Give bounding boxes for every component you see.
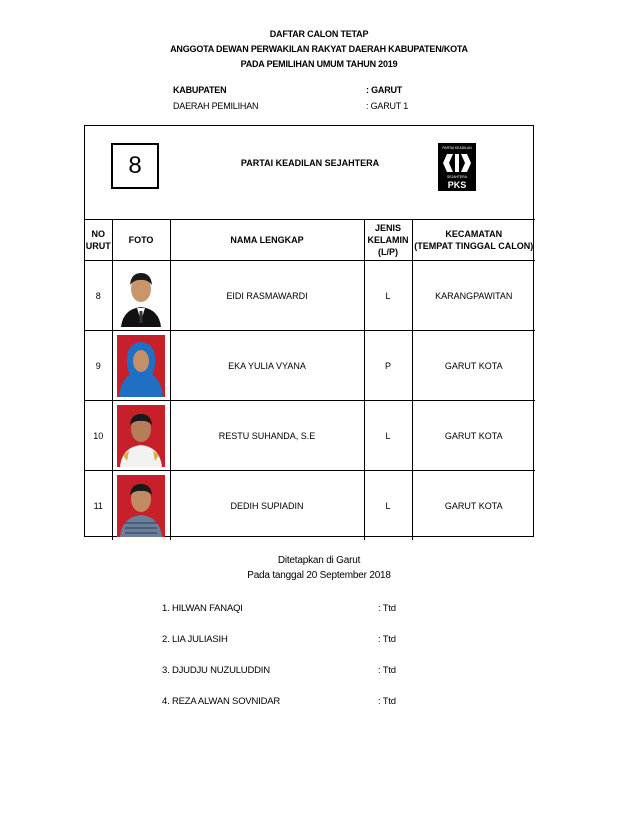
cell-photo xyxy=(112,471,170,541)
table-header-row xyxy=(85,220,535,261)
party-name: PARTAI KEADILAN SEJAHTERA xyxy=(240,158,380,168)
cell-photo xyxy=(112,401,170,471)
cell-no: 11 xyxy=(85,471,112,541)
cell-kecamatan: GARUT KOTA xyxy=(412,401,535,471)
candidate-list-box xyxy=(84,125,534,537)
signatory-name: 3. DJUDJU NUZULUDDIN xyxy=(162,665,270,676)
cell-gender: L xyxy=(364,471,412,541)
cell-no: 9 xyxy=(85,331,112,401)
kabupaten-label: KABUPATEN xyxy=(173,85,227,95)
dapil-label: DAERAH PEMILIHAN xyxy=(173,101,259,111)
candidate-photo xyxy=(117,405,165,467)
cell-name: EKA YULIA VYANA xyxy=(170,331,364,401)
cell-photo xyxy=(112,261,170,331)
header-kecamatan: KECAMATAN (TEMPAT TINGGAL CALON) xyxy=(412,220,535,261)
candidate-photo xyxy=(117,475,165,537)
table-row xyxy=(85,331,535,401)
signatory-sign: : Ttd xyxy=(378,634,396,645)
header-no: NO URUT xyxy=(85,220,112,261)
footer-place: Ditetapkan di Garut xyxy=(277,555,361,566)
cell-no: 8 xyxy=(85,261,112,331)
cell-kecamatan: GARUT KOTA xyxy=(412,331,535,401)
signatory-sign: : Ttd xyxy=(378,665,396,676)
cell-photo xyxy=(112,331,170,401)
candidate-photo xyxy=(117,265,165,327)
cell-no: 10 xyxy=(85,401,112,471)
cell-name: EIDI RASMAWARDI xyxy=(170,261,364,331)
signatory-name: 1. HILWAN FANAQI xyxy=(162,603,243,614)
signatory-sign: : Ttd xyxy=(378,696,396,707)
cell-name: DEDIH SUPIADIN xyxy=(170,471,364,541)
cell-gender: L xyxy=(364,261,412,331)
header-nama: NAMA LENGKAP xyxy=(170,220,364,261)
doc-title-line3: PADA PEMILIHAN UMUM TAHUN 2019 xyxy=(240,59,398,69)
signatory-name: 4. REZA ALWAN SOVNIDAR xyxy=(162,696,281,707)
table-row xyxy=(85,401,535,471)
table-row xyxy=(85,471,535,541)
kabupaten-value: : GARUT xyxy=(366,85,403,95)
signatory-name: 2. LIA JULIASIH xyxy=(162,634,228,645)
logo-mid-text: SEJAHTERA xyxy=(447,175,467,179)
cell-kecamatan: KARANGPAWITAN xyxy=(412,261,535,331)
cell-gender: P xyxy=(364,331,412,401)
header-jenis-kelamin: JENIS KELAMIN (L/P) xyxy=(364,220,412,261)
cell-kecamatan: GARUT KOTA xyxy=(412,471,535,541)
cell-gender: L xyxy=(364,401,412,471)
header-foto: FOTO xyxy=(112,220,170,261)
doc-title-line2: ANGGOTA DEWAN PERWAKILAN RAKYAT DAERAH KABUPATEN/KOTA xyxy=(170,44,468,54)
signatory-sign: : Ttd xyxy=(378,603,396,614)
candidate-photo xyxy=(117,335,165,397)
party-number: 8 xyxy=(111,143,159,189)
logo-text: PKS xyxy=(447,180,467,190)
party-header xyxy=(85,126,533,219)
table-row xyxy=(85,261,535,331)
pks-logo-icon xyxy=(438,143,476,191)
footer-date: Pada tanggal 20 September 2018 xyxy=(247,570,391,581)
doc-title-line1: DAFTAR CALON TETAP xyxy=(269,29,369,39)
dapil-value: : GARUT 1 xyxy=(366,101,409,111)
cell-name: RESTU SUHANDA, S.E xyxy=(170,401,364,471)
logo-top-text: PARTAI KEADILAN xyxy=(442,146,472,150)
candidate-table xyxy=(85,219,535,540)
